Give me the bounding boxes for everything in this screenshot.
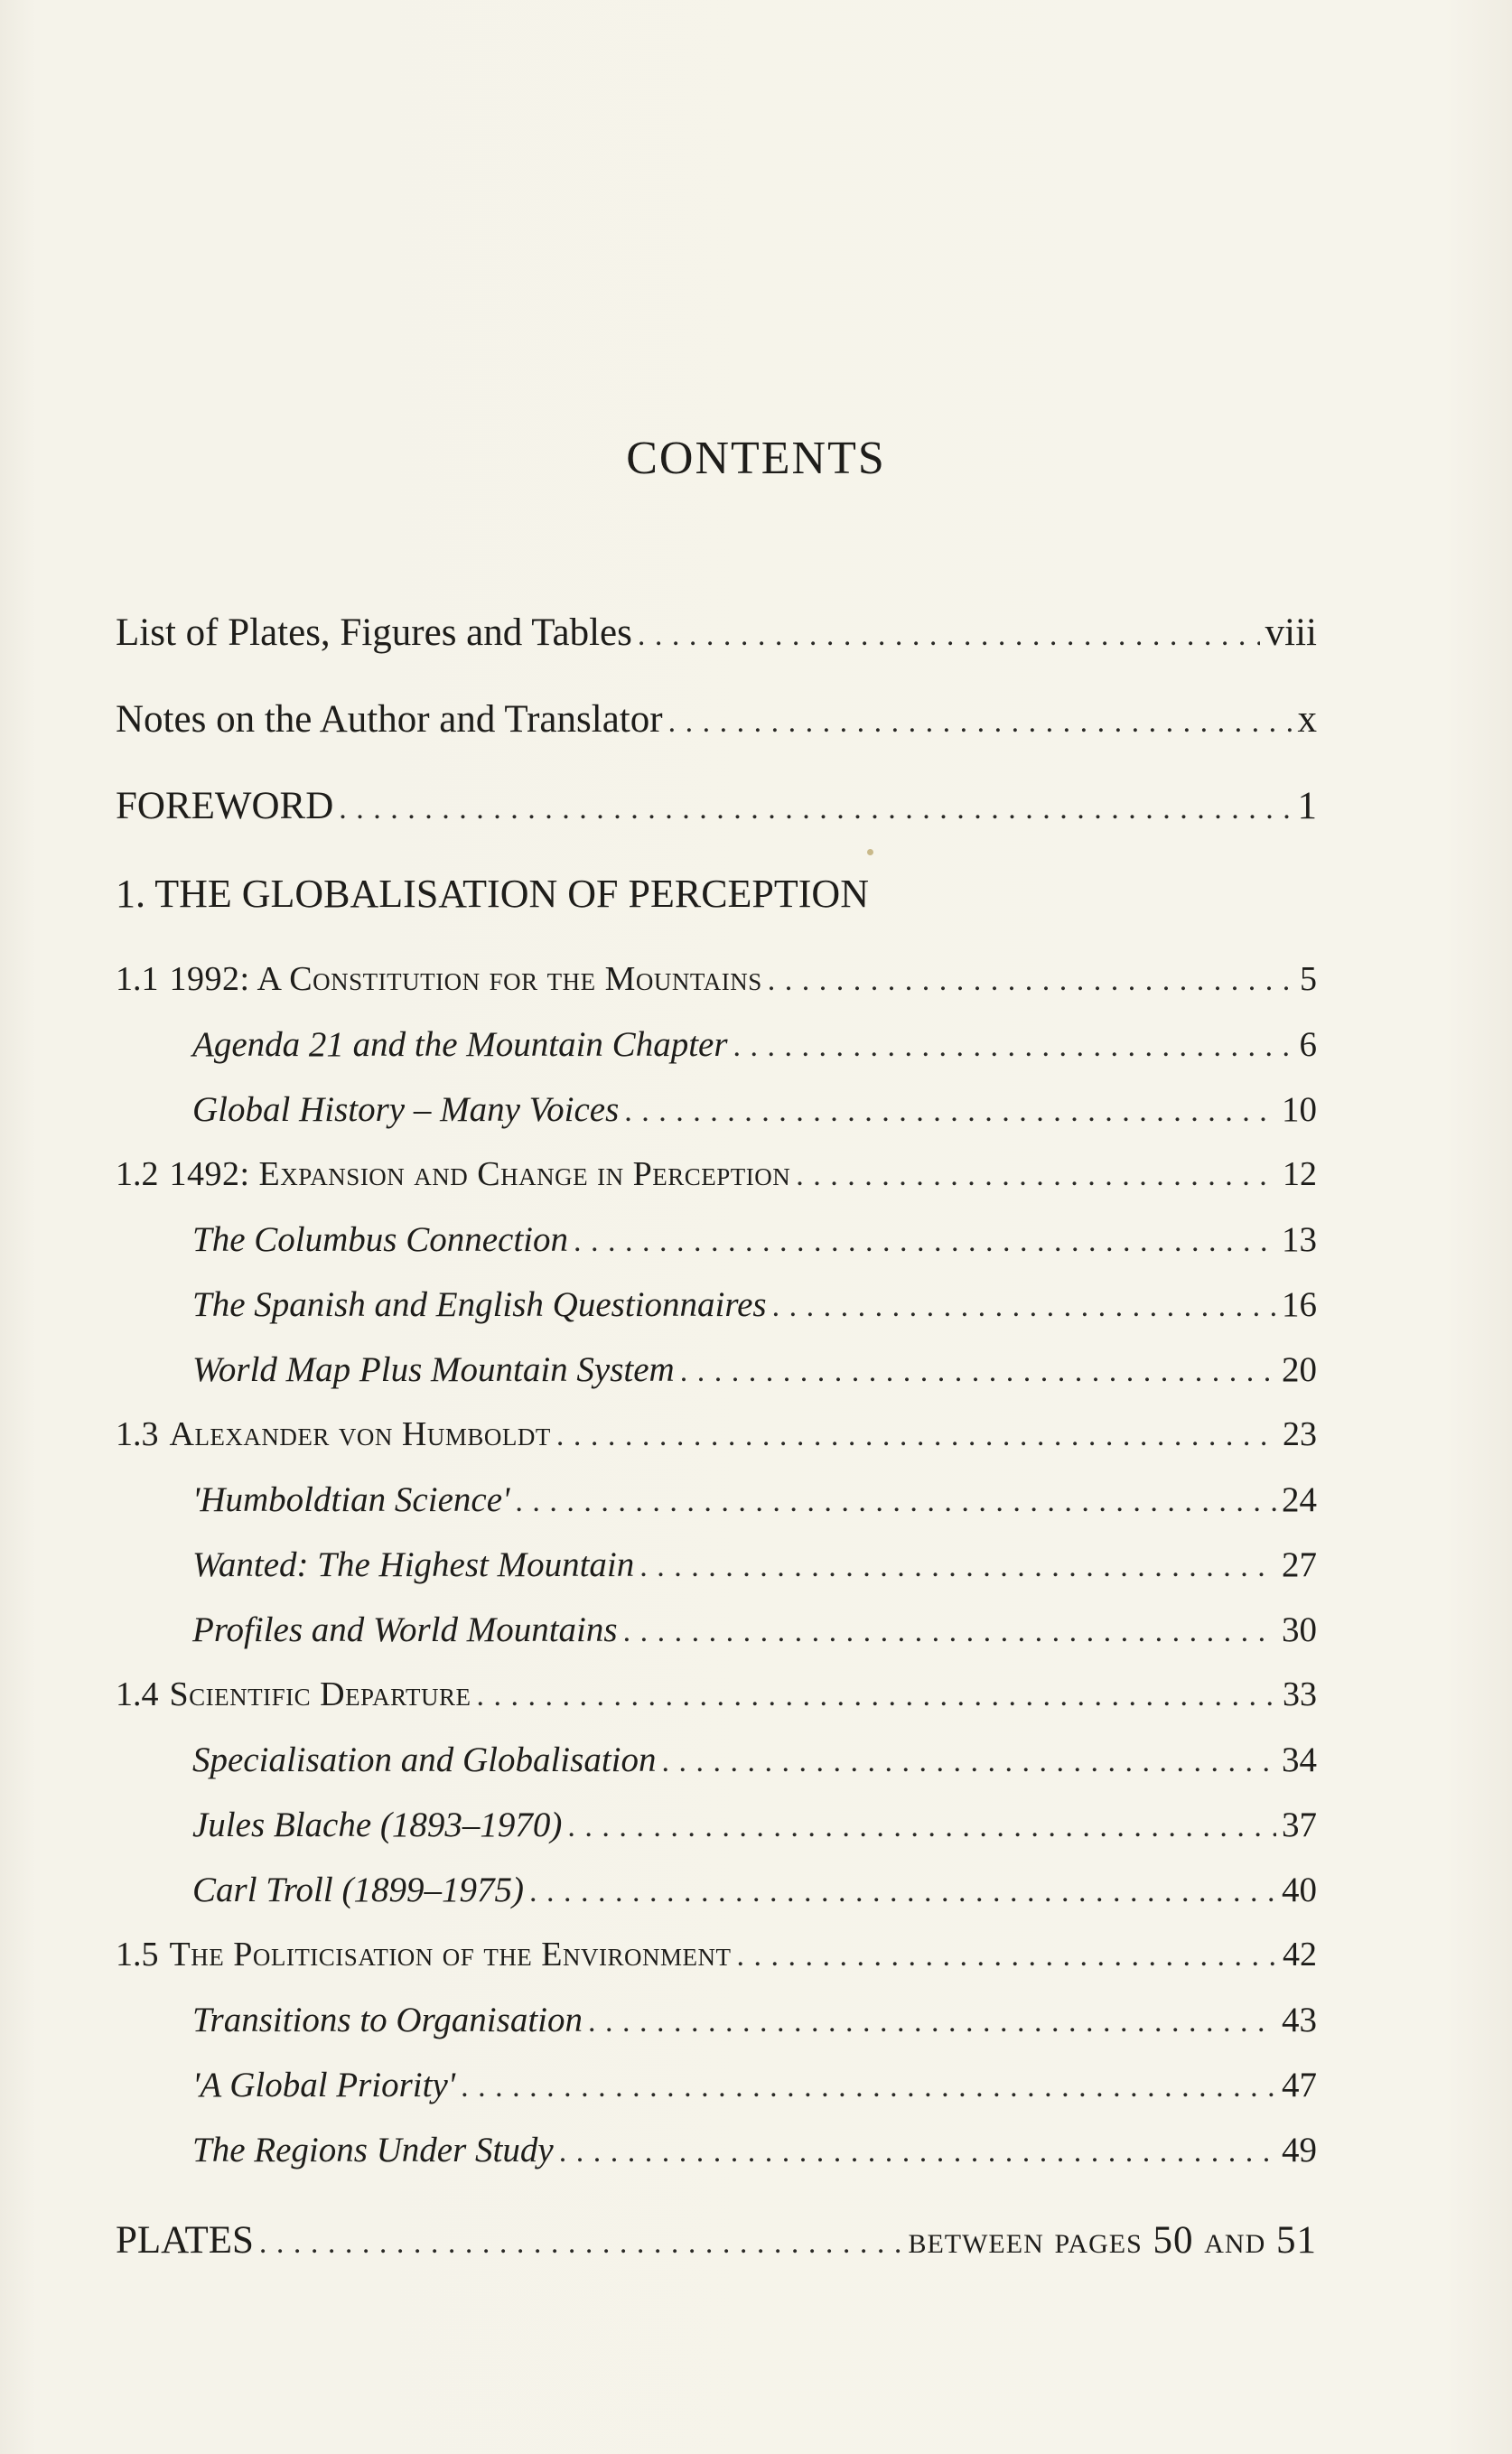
- toc-subsection[interactable]: [116, 1870, 1317, 1935]
- entry-page-number: 42: [1283, 1936, 1317, 1973]
- entry-page-number: 40: [1282, 1871, 1317, 1909]
- entry-page-number: 43: [1282, 2001, 1317, 2039]
- entry-label: FOREWORD: [116, 785, 334, 827]
- section-title: [116, 1414, 551, 1454]
- dot-leader: [796, 1159, 1277, 1193]
- dot-leader: [623, 1615, 1276, 1649]
- entry-label: Carl Troll (1899–1975): [192, 1871, 524, 1909]
- toc-section-1-5[interactable]: [116, 1935, 1317, 2000]
- dot-leader: [588, 2005, 1276, 2039]
- section-label: The Politicisation of the Environment: [169, 1936, 732, 1973]
- page-title: CONTENTS: [626, 433, 886, 484]
- entry-page-number: between pages 50 and 51: [908, 2219, 1317, 2262]
- toc-section-1-1[interactable]: [116, 959, 1317, 1024]
- entry-page-number: viii: [1265, 611, 1317, 654]
- entry-page-number: 27: [1282, 1545, 1317, 1584]
- entry-page-number: 37: [1282, 1806, 1317, 1844]
- entry-label: Wanted: The Highest Mountain: [192, 1545, 635, 1584]
- dot-leader: [680, 1355, 1276, 1389]
- entry-page-number: 23: [1283, 1415, 1317, 1453]
- entry-label: The Columbus Connection: [192, 1220, 568, 1259]
- entry-page-number: 30: [1282, 1610, 1317, 1649]
- entry-page-number: 34: [1282, 1740, 1317, 1779]
- entry-label: 'Humboldtian Science': [192, 1480, 510, 1519]
- section-number: 1.2: [116, 1155, 159, 1193]
- chapter-label: 1. THE GLOBALISATION OF PERCEPTION: [116, 872, 869, 916]
- toc-subsection[interactable]: [116, 1024, 1317, 1089]
- dot-leader: [559, 2135, 1276, 2169]
- toc-entry-plates[interactable]: [116, 2218, 1317, 2305]
- entry-label: Profiles and World Mountains: [192, 1610, 618, 1649]
- entry-page-number: 10: [1282, 1090, 1317, 1129]
- dot-leader: [733, 1030, 1294, 1064]
- section-title: [116, 1675, 471, 1714]
- entry-label: The Regions Under Study: [192, 2131, 554, 2169]
- entry-page-number: 33: [1283, 1675, 1317, 1713]
- dot-leader: [638, 619, 1260, 653]
- toc-section-1-3[interactable]: [116, 1414, 1317, 1479]
- toc-subsection[interactable]: [116, 1740, 1317, 1805]
- toc-subsection[interactable]: [116, 1089, 1317, 1154]
- entry-label: World Map Plus Mountain System: [192, 1350, 675, 1389]
- toc-subsection[interactable]: [116, 2000, 1317, 2065]
- section-title: [116, 1935, 732, 1974]
- section-number: 1.5: [116, 1936, 159, 1973]
- entry-page-number: 6: [1299, 1025, 1317, 1064]
- entry-label: The Spanish and English Questionnaires: [192, 1285, 767, 1324]
- toc-subsection[interactable]: [116, 1610, 1317, 1675]
- toc-subsection[interactable]: [116, 1284, 1317, 1349]
- entry-label: Notes on the Author and Translator: [116, 698, 663, 741]
- dot-leader: [529, 1875, 1276, 1909]
- dot-leader: [574, 1225, 1276, 1259]
- dot-leader: [461, 2070, 1276, 2104]
- toc-subsection[interactable]: [116, 2130, 1317, 2195]
- section-label: 1492: Expansion and Change in Perception: [169, 1155, 791, 1193]
- toc-entry-notes-author-translator[interactable]: [116, 697, 1317, 784]
- toc-entry-foreword[interactable]: [116, 784, 1317, 871]
- dot-leader: [476, 1679, 1277, 1713]
- entry-page-number: 20: [1282, 1350, 1317, 1389]
- section-number: 1.3: [116, 1415, 159, 1453]
- toc-subsection[interactable]: [116, 1479, 1317, 1544]
- toc-subsection[interactable]: [116, 2065, 1317, 2130]
- dot-leader: [772, 1290, 1276, 1324]
- dot-leader: [567, 1810, 1276, 1844]
- dot-leader: [556, 1419, 1277, 1453]
- entry-label: List of Plates, Figures and Tables: [116, 611, 632, 654]
- entry-label: Agenda 21 and the Mountain Chapter: [192, 1025, 728, 1064]
- dot-leader: [259, 2226, 903, 2261]
- toc-subsection[interactable]: [116, 1219, 1317, 1284]
- dot-leader: [668, 705, 1293, 740]
- dot-leader: [639, 1550, 1276, 1584]
- entry-page-number: 12: [1283, 1155, 1317, 1193]
- entry-page-number: 1: [1297, 785, 1317, 827]
- entry-page-number: 47: [1282, 2066, 1317, 2104]
- dot-leader: [339, 792, 1292, 826]
- section-label: 1992: A Constitution for the Mountains: [169, 960, 762, 998]
- dot-leader: [737, 1939, 1277, 1973]
- table-of-contents: [116, 611, 1317, 2305]
- toc-subsection[interactable]: [116, 1349, 1317, 1414]
- entry-page-number: 49: [1282, 2131, 1317, 2169]
- entry-label: 'A Global Priority': [192, 2066, 456, 2104]
- section-label: Alexander von Humboldt: [169, 1415, 551, 1453]
- entry-label: PLATES: [116, 2219, 254, 2262]
- entry-page-number: 24: [1282, 1480, 1317, 1519]
- dot-leader: [662, 1745, 1277, 1779]
- toc-entry-plates-figures-tables[interactable]: [116, 611, 1317, 697]
- section-title: [116, 1154, 790, 1194]
- entry-label: Specialisation and Globalisation: [192, 1740, 657, 1779]
- entry-label: Global History – Many Voices: [192, 1090, 620, 1129]
- dot-leader: [624, 1095, 1276, 1129]
- toc-subsection[interactable]: [116, 1805, 1317, 1870]
- toc-section-1-4[interactable]: [116, 1675, 1317, 1740]
- entry-label: Jules Blache (1893–1970): [192, 1806, 563, 1844]
- dot-leader: [515, 1485, 1276, 1519]
- entry-label: Transitions to Organisation: [192, 2001, 583, 2039]
- section-title: [116, 959, 762, 999]
- section-number: 1.1: [116, 960, 159, 998]
- dot-leader: [768, 964, 1294, 998]
- toc-chapter-heading[interactable]: [116, 871, 1317, 959]
- section-number: 1.4: [116, 1675, 159, 1713]
- entry-page-number: 16: [1282, 1285, 1317, 1324]
- section-label: Scientific Departure: [169, 1675, 471, 1713]
- toc-subsection[interactable]: [116, 1544, 1317, 1610]
- entry-page-number: x: [1297, 698, 1317, 741]
- entry-page-number: 13: [1282, 1220, 1317, 1259]
- toc-section-1-2[interactable]: [116, 1154, 1317, 1219]
- entry-page-number: 5: [1300, 960, 1317, 998]
